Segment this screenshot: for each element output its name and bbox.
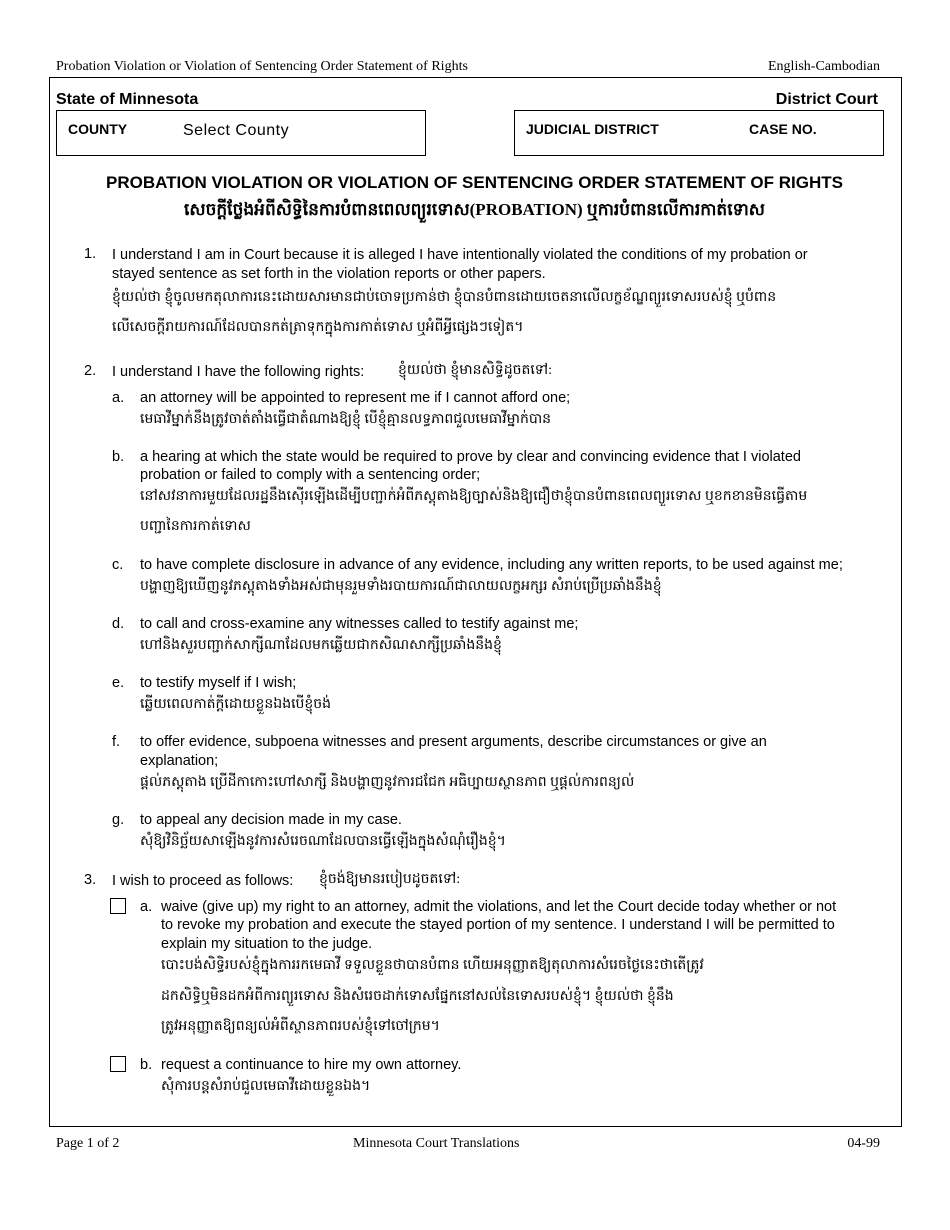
item-1-number: 1. (84, 246, 97, 262)
form-title-header: Probation Violation or Violation of Sentencing Order Statement of Rights (56, 59, 468, 74)
item-2g-khmer: សុំឱ្យវិនិច្ឆ័យសាឡើងនូវការសំរេចណាដែលបានធ្វើឡើងក្នុងសំណុំរឿងខ្ញុំ។ (140, 834, 506, 849)
item-2g-letter: g. (112, 812, 125, 828)
footer-publisher: Minnesota Court Translations (353, 1136, 520, 1151)
item-2c-khmer: បង្ហាញឱ្យឃើញនូវភស្តុតាងទាំងអស់ជាមុនរួមទាំងរបាយការណ៍ជាលាយលក្ខអក្សរ សំរាប់ប្រើប្រឆាំងនឹងខ្ញុំ (140, 579, 662, 594)
item-2e-khmer: ឆ្លើយពេលកាត់ក្តីដោយខ្លួនឯងបើខ្ញុំចង់ (140, 697, 332, 712)
case-no-label: CASE NO. (749, 121, 817, 137)
judicial-district-label: JUDICIAL DISTRICT (526, 121, 659, 137)
item-3a-khmer-line1: បោះបង់សិទ្ធិរបស់ខ្ញុំក្នុងការរកមេធាវី ទទួលខ្លួនថាបានបំពាន ហើយអនុញ្ញាតឱ្យតុលាការសំរេចថ្ងៃនេះថាតើត្រូវ (161, 958, 704, 973)
item-1-text-line2: stayed sentence as set forth in the violation reports or other papers. (112, 266, 546, 282)
item-2d-text: to call and cross-examine any witnesses called to testify against me; (140, 616, 579, 632)
option-a-checkbox[interactable] (110, 898, 126, 914)
state-name: State of Minnesota (56, 91, 199, 108)
item-3a-text-line3: explain my situation to the judge. (161, 936, 373, 952)
item-2b-text-line1: a hearing at which the state would be required to prove by clear and convincing evidence that I violated (140, 449, 801, 465)
item-2b-khmer-line2: បញ្ជានៃការកាត់ទោស (140, 519, 251, 534)
item-2c-letter: c. (112, 557, 124, 573)
item-2a-khmer: មេធាវីម្នាក់នឹងត្រូវចាត់តាំងធ្វើជាតំណាងឱ្យខ្ញុំ បើខ្ញុំគ្មានលទ្ធភាពជួលមេធាវីម្នាក់បាន (140, 412, 552, 427)
item-2f-khmer: ផ្តល់ភស្តុតាង ប្រើដីកាកោះហៅសាក្សី និងបង្ហាញនូវការជជែក អធិប្បាយស្ថានភាព ឬផ្តល់ការពន្យល់ (140, 775, 635, 790)
item-1-khmer-line2: លើសេចក្តីរាយការណ៍ដែលបានកត់ត្រាទុកក្នុងការកាត់ទោស ឬអំពីអ្វីផ្សេងៗទៀត។ (112, 320, 524, 335)
option-b-checkbox[interactable] (110, 1056, 126, 1072)
item-2a-text: an attorney will be appointed to represent me if I cannot afford one; (140, 390, 571, 406)
item-3b-text: request a continuance to hire my own attorney. (161, 1057, 462, 1073)
item-2c-text: to have complete disclosure in advance of any evidence, including any written reports, to be used against me; (140, 557, 843, 573)
item-2-khmer: ខ្ញុំយល់ថា ខ្ញុំមានសិទ្ធិដូចតទៅ: (398, 363, 553, 378)
language-label: English-Cambodian (768, 59, 880, 74)
item-2b-text-line2: probation or failed to comply with a sentencing order; (140, 467, 481, 483)
court-name: District Court (775, 91, 878, 108)
item-2d-khmer: ហៅនិងសួរបញ្ជាក់សាក្សីណាដែលមកឆ្លើយជាកសិណសាក្សីប្រឆាំងនឹងខ្ញុំ (140, 638, 502, 653)
page-title-khmer: សេចក្តីថ្លែងអំពីសិទ្ធិនៃការបំពានពេលព្យួរទោស(PROBATION) ឬការបំពានលើការកាត់ទោស (184, 200, 765, 219)
item-2g-text: to appeal any decision made in my case. (140, 812, 402, 828)
item-2b-letter: b. (112, 449, 125, 465)
county-select[interactable]: Select County (183, 122, 290, 139)
item-3b-letter: b. (140, 1057, 153, 1073)
county-label: COUNTY (68, 121, 128, 137)
item-3a-text-line1: waive (give up) my right to an attorney, admit the violations, and let the Court decide today whether or not (161, 899, 837, 915)
item-2f-text-line1: to offer evidence, subpoena witnesses and present arguments, describe circumstances or give an (140, 734, 767, 750)
item-3a-text-line2: to revoke my probation and execute the stayed portion of my sentence. I understand I will be permitted to (161, 917, 835, 933)
item-2e-letter: e. (112, 675, 125, 691)
item-3-text: I wish to proceed as follows: (112, 873, 294, 889)
item-1-text-line1: I understand I am in Court because it is alleged I have intentionally violated the conditions of my probation or (112, 247, 808, 263)
page-number: Page 1 of 2 (56, 1136, 120, 1151)
item-3a-khmer-line3: ត្រូវអនុញ្ញាតឱ្យពន្យល់អំពីស្ថានភាពរបស់ខ្ញុំទៅចៅក្រម។ (161, 1019, 440, 1034)
item-2a-letter: a. (112, 390, 125, 406)
item-2d-letter: d. (112, 616, 125, 632)
item-2b-khmer-line1: នៅសវនាការមួយដែលរដ្ឋនឹងស៊ើរឡើងដើម្បីបញ្ជាក់អំពីភស្តុតាងឱ្យច្បាស់និងឱ្យជឿថាខ្ញុំបានបំពានពេលព្យួរទោស ឬខកខានមិនធ្វើតាម (140, 489, 808, 504)
item-2-text: I understand I have the following rights: (112, 364, 365, 380)
item-3a-khmer-line2: ដកសិទ្ធិឬមិនដកអំពីការព្យួរទោស និងសំរេចដាក់ទោសផ្នែកនៅសល់នៃទោសរបស់ខ្ញុំ។ ខ្ញុំយល់ថា ខ្ញុំនឹង (161, 989, 674, 1004)
item-2e-text: to testify myself if I wish; (140, 675, 297, 691)
page-title: PROBATION VIOLATION OR VIOLATION OF SENTENCING ORDER STATEMENT OF RIGHTS (106, 173, 843, 192)
item-3a-letter: a. (140, 899, 153, 915)
form-code: 04-99 (847, 1136, 880, 1151)
item-3b-khmer: សុំការបន្តសំរាប់ជួលមេធាវីដោយខ្លួនឯង។ (161, 1079, 371, 1094)
item-3-khmer: ខ្ញុំចង់ឱ្យមានរបៀបដូចតទៅ: (319, 872, 461, 887)
item-2f-letter: f. (112, 734, 121, 750)
item-1-khmer-line1: ខ្ញុំយល់ថា ខ្ញុំចូលមកតុលាការនេះដោយសារមានជាប់ចោទប្រកាន់ថា ខ្ញុំបានបំពានដោយចេតនាលើលក្ខខ័ណ្ឌព្យួរទោសរបស់ខ្ញុំ ឬបំពាន (112, 290, 777, 305)
item-2f-text-line2: explanation; (140, 753, 219, 769)
item-3-number: 3. (84, 872, 97, 888)
item-2-number: 2. (84, 363, 97, 379)
